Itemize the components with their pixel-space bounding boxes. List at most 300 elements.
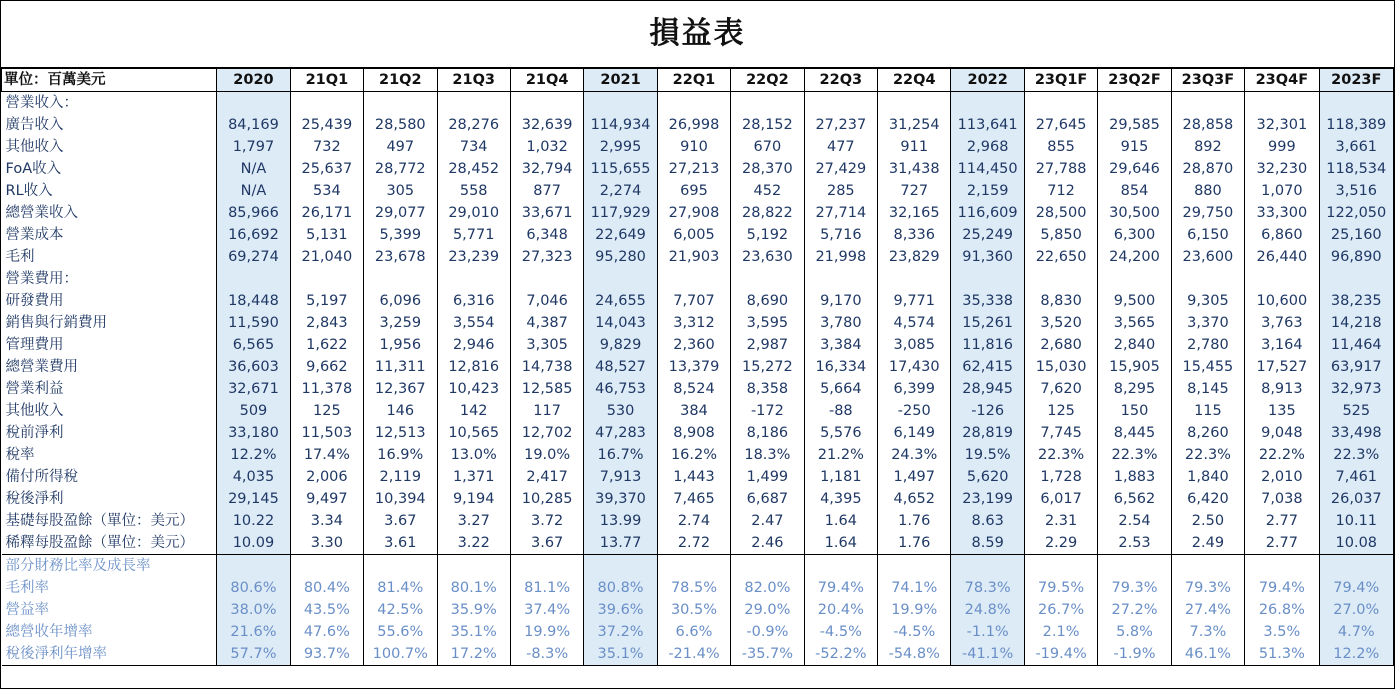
table-cell: 10.22 [217, 510, 290, 532]
table-cell: 11,590 [217, 312, 290, 334]
table-cell [290, 268, 363, 290]
table-cell: 477 [804, 136, 877, 158]
table-cell: 28,152 [731, 114, 804, 136]
table-cell: 6,399 [878, 378, 951, 400]
table-cell: -88 [804, 400, 877, 422]
table-row [2, 334, 1394, 356]
table-cell [1319, 555, 1393, 578]
table-cell: 30,500 [1098, 202, 1171, 224]
table-cell: 727 [878, 180, 951, 202]
table-cell: 3,085 [878, 334, 951, 356]
row-label: 稅後淨利年增率 [2, 643, 217, 666]
table-cell: 6,316 [437, 290, 510, 312]
table-cell: 25,637 [290, 158, 363, 180]
table-cell: 22.3% [1024, 444, 1097, 466]
table-cell: 116,609 [951, 202, 1024, 224]
table-row [2, 378, 1394, 400]
table-cell: 2.29 [1024, 532, 1097, 555]
table-cell [1245, 555, 1319, 578]
column-header: 2022 [951, 69, 1024, 92]
table-cell: 81.4% [364, 577, 437, 599]
table-cell: 18.3% [731, 444, 804, 466]
table-row [2, 114, 1394, 136]
table-cell: 23,630 [731, 246, 804, 268]
table-cell: 9,829 [584, 334, 657, 356]
table-cell: 12,513 [364, 422, 437, 444]
table-cell: 2.77 [1245, 532, 1319, 555]
table-cell: 48,527 [584, 356, 657, 378]
table-cell: 3.5% [1245, 621, 1319, 643]
table-cell: 5,850 [1024, 224, 1097, 246]
table-cell: 7,707 [657, 290, 730, 312]
section-row [2, 92, 1394, 115]
table-cell: 11,311 [364, 356, 437, 378]
table-cell: 23,600 [1171, 246, 1244, 268]
table-cell: -250 [878, 400, 951, 422]
table-cell: 26,037 [1319, 488, 1393, 510]
table-cell [290, 555, 363, 578]
table-cell: 15,272 [731, 356, 804, 378]
table-cell: 14,218 [1319, 312, 1393, 334]
table-cell: 91,360 [951, 246, 1024, 268]
table-cell: 5,131 [290, 224, 363, 246]
table-cell [217, 268, 290, 290]
table-cell: 854 [1098, 180, 1171, 202]
table-cell: 27.0% [1319, 599, 1393, 621]
table-cell: 78.5% [657, 577, 730, 599]
table-cell: 4,574 [878, 312, 951, 334]
table-cell [731, 555, 804, 578]
table-cell [1245, 92, 1319, 115]
table-cell: 1,622 [290, 334, 363, 356]
table-cell: 6,420 [1171, 488, 1244, 510]
table-cell: 4,395 [804, 488, 877, 510]
table-cell: 6,017 [1024, 488, 1097, 510]
table-cell: 5.8% [1098, 621, 1171, 643]
row-label: FoA收入 [2, 158, 217, 180]
table-cell: 7,461 [1319, 466, 1393, 488]
table-cell: 28,858 [1171, 114, 1244, 136]
table-cell: 79.4% [1319, 577, 1393, 599]
table-cell: 5,771 [437, 224, 510, 246]
table-cell: 1,032 [510, 136, 583, 158]
row-label: 管理費用 [2, 334, 217, 356]
table-cell: 79.4% [1245, 577, 1319, 599]
header-row [2, 69, 1394, 92]
row-label: 其他收入 [2, 400, 217, 422]
table-cell: 8,913 [1245, 378, 1319, 400]
table-cell: 8,186 [731, 422, 804, 444]
table-cell: 3,554 [437, 312, 510, 334]
table-cell: 10.11 [1319, 510, 1393, 532]
table-cell: 38,235 [1319, 290, 1393, 312]
table-cell [290, 92, 363, 115]
table-cell: 27,714 [804, 202, 877, 224]
table-cell: 2,360 [657, 334, 730, 356]
table-cell: 113,641 [951, 114, 1024, 136]
table-cell: 29,010 [437, 202, 510, 224]
table-cell: 2.72 [657, 532, 730, 555]
table-cell: 28,580 [364, 114, 437, 136]
table-cell [584, 268, 657, 290]
table-cell [437, 92, 510, 115]
table-cell: 11,816 [951, 334, 1024, 356]
table-cell [1098, 555, 1171, 578]
table-cell: 10,394 [364, 488, 437, 510]
table-cell: 24,655 [584, 290, 657, 312]
table-cell: 39,370 [584, 488, 657, 510]
table-cell: -19.4% [1024, 643, 1097, 666]
table-cell: 117 [510, 400, 583, 422]
row-label: 銷售與行銷費用 [2, 312, 217, 334]
table-cell: 2.74 [657, 510, 730, 532]
table-cell: 19.9% [878, 599, 951, 621]
table-cell: 452 [731, 180, 804, 202]
table-cell: 43.5% [290, 599, 363, 621]
table-cell: 12,585 [510, 378, 583, 400]
table-cell: N/A [217, 180, 290, 202]
table-cell: 2,946 [437, 334, 510, 356]
table-cell: 12.2% [217, 444, 290, 466]
table-cell: 7,046 [510, 290, 583, 312]
table-cell [951, 555, 1024, 578]
table-cell: 125 [1024, 400, 1097, 422]
table-cell: 4.7% [1319, 621, 1393, 643]
table-cell: 2,840 [1098, 334, 1171, 356]
table-cell: 2,006 [290, 466, 363, 488]
table-cell: 8.59 [951, 532, 1024, 555]
table-cell: 285 [804, 180, 877, 202]
section-row [2, 555, 1394, 578]
table-cell: 122,050 [1319, 202, 1393, 224]
table-cell: 117,929 [584, 202, 657, 224]
table-cell: 32,973 [1319, 378, 1393, 400]
table-cell: 46,753 [584, 378, 657, 400]
table-cell: 509 [217, 400, 290, 422]
table-cell: 3,763 [1245, 312, 1319, 334]
table-cell: 27,908 [657, 202, 730, 224]
table-cell: 27.2% [1098, 599, 1171, 621]
table-cell: 80.6% [217, 577, 290, 599]
table-cell: 2.49 [1171, 532, 1244, 555]
row-label: 稅後淨利 [2, 488, 217, 510]
table-cell: 2,010 [1245, 466, 1319, 488]
table-cell: 17.2% [437, 643, 510, 666]
table-cell: 734 [437, 136, 510, 158]
table-cell: 1,070 [1245, 180, 1319, 202]
section-row [2, 268, 1394, 290]
table-cell: -52.2% [804, 643, 877, 666]
table-cell [1024, 555, 1097, 578]
table-cell: 82.0% [731, 577, 804, 599]
table-cell: 79.5% [1024, 577, 1097, 599]
table-cell: 1,497 [878, 466, 951, 488]
table-cell: 32,671 [217, 378, 290, 400]
table-cell: 27,323 [510, 246, 583, 268]
table-cell: 26,171 [290, 202, 363, 224]
table-row [2, 577, 1394, 599]
table-cell: 23,678 [364, 246, 437, 268]
table-cell: 2,780 [1171, 334, 1244, 356]
table-cell: 9,305 [1171, 290, 1244, 312]
table-cell: 32,230 [1245, 158, 1319, 180]
table-row [2, 510, 1394, 532]
table-cell: 35,338 [951, 290, 1024, 312]
table-cell: 55.6% [364, 621, 437, 643]
column-header: 23Q3F [1171, 69, 1244, 92]
table-cell: 29,646 [1098, 158, 1171, 180]
table-cell [657, 555, 730, 578]
table-cell: 6,149 [878, 422, 951, 444]
table-cell: 79.4% [804, 577, 877, 599]
table-cell: 10.08 [1319, 532, 1393, 555]
table-cell: 8.63 [951, 510, 1024, 532]
table-cell [1245, 268, 1319, 290]
row-label: 總營業收入 [2, 202, 217, 224]
table-cell [731, 92, 804, 115]
table-row [2, 532, 1394, 555]
table-cell [510, 555, 583, 578]
table-cell: 5,716 [804, 224, 877, 246]
table-row [2, 224, 1394, 246]
table-cell: -21.4% [657, 643, 730, 666]
row-label: 營業成本 [2, 224, 217, 246]
table-cell: 32,301 [1245, 114, 1319, 136]
table-cell: 118,534 [1319, 158, 1393, 180]
table-cell: 32,639 [510, 114, 583, 136]
table-cell: 3,305 [510, 334, 583, 356]
table-cell: 5,197 [290, 290, 363, 312]
table-cell [1319, 92, 1393, 115]
table-cell: 9,771 [878, 290, 951, 312]
table-cell: 2.47 [731, 510, 804, 532]
table-cell: 37.4% [510, 599, 583, 621]
table-cell [951, 92, 1024, 115]
table-cell [1098, 92, 1171, 115]
table-cell: 3,780 [804, 312, 877, 334]
table-cell [657, 268, 730, 290]
table-cell: 10,423 [437, 378, 510, 400]
table-cell: 17,430 [878, 356, 951, 378]
row-label: RL收入 [2, 180, 217, 202]
table-cell: 8,336 [878, 224, 951, 246]
table-cell: 46.1% [1171, 643, 1244, 666]
table-cell: 525 [1319, 400, 1393, 422]
row-label: 營業費用： [2, 268, 217, 290]
table-cell: 3.61 [364, 532, 437, 555]
table-cell: 84,169 [217, 114, 290, 136]
table-cell: 33,300 [1245, 202, 1319, 224]
row-label: 部分財務比率及成長率 [2, 555, 217, 578]
table-cell [1098, 268, 1171, 290]
table-cell: 11,464 [1319, 334, 1393, 356]
table-cell: 1,499 [731, 466, 804, 488]
table-cell: 3,312 [657, 312, 730, 334]
table-cell: 74.1% [878, 577, 951, 599]
table-cell: 1,956 [364, 334, 437, 356]
table-cell: 79.3% [1098, 577, 1171, 599]
table-cell: 27,213 [657, 158, 730, 180]
table-cell: 9,500 [1098, 290, 1171, 312]
table-row [2, 422, 1394, 444]
table-row [2, 356, 1394, 378]
table-cell: 9,048 [1245, 422, 1319, 444]
table-cell: 16,692 [217, 224, 290, 246]
table-cell: 26.7% [1024, 599, 1097, 621]
table-cell: 3,595 [731, 312, 804, 334]
table-cell: 33,180 [217, 422, 290, 444]
table-cell: -4.5% [878, 621, 951, 643]
table-cell: 85,966 [217, 202, 290, 224]
table-cell: 2.1% [1024, 621, 1097, 643]
table-cell: 25,439 [290, 114, 363, 136]
table-cell: 3,661 [1319, 136, 1393, 158]
table-cell: 125 [290, 400, 363, 422]
table-cell: 57.7% [217, 643, 290, 666]
table-cell: -0.9% [731, 621, 804, 643]
row-label: 其他收入 [2, 136, 217, 158]
table-row [2, 202, 1394, 224]
column-header: 22Q2 [731, 69, 804, 92]
table-cell [804, 92, 877, 115]
table-cell: 27,237 [804, 114, 877, 136]
table-cell: 32,794 [510, 158, 583, 180]
table-cell: 2,417 [510, 466, 583, 488]
table-row [2, 400, 1394, 422]
table-row [2, 643, 1394, 666]
row-label: 稅率 [2, 444, 217, 466]
table-cell: 30.5% [657, 599, 730, 621]
column-header: 2020 [217, 69, 290, 92]
table-cell: 1,797 [217, 136, 290, 158]
table-cell: 16.2% [657, 444, 730, 466]
table-cell [1319, 268, 1393, 290]
table-cell: 8,690 [731, 290, 804, 312]
table-cell: 27,788 [1024, 158, 1097, 180]
table-cell: 26,440 [1245, 246, 1319, 268]
table-cell: 13.99 [584, 510, 657, 532]
table-cell: 880 [1171, 180, 1244, 202]
table-cell: 63,917 [1319, 356, 1393, 378]
table-cell: 7,913 [584, 466, 657, 488]
table-cell: 1,840 [1171, 466, 1244, 488]
table-cell: 24.8% [951, 599, 1024, 621]
table-cell: 35.9% [437, 599, 510, 621]
row-label: 基礎每股盈餘（單位：美元） [2, 510, 217, 532]
table-cell: 22,650 [1024, 246, 1097, 268]
table-cell: 33,671 [510, 202, 583, 224]
table-cell: 855 [1024, 136, 1097, 158]
table-cell: 9,497 [290, 488, 363, 510]
table-cell: 10.09 [217, 532, 290, 555]
table-cell: 7.3% [1171, 621, 1244, 643]
row-label: 研發費用 [2, 290, 217, 312]
table-cell: 3,370 [1171, 312, 1244, 334]
table-cell: 7,465 [657, 488, 730, 510]
table-cell: 15,030 [1024, 356, 1097, 378]
table-cell: 877 [510, 180, 583, 202]
table-cell: 79.3% [1171, 577, 1244, 599]
table-cell: -1.9% [1098, 643, 1171, 666]
table-cell: 8,830 [1024, 290, 1097, 312]
column-header: 21Q1 [290, 69, 363, 92]
table-cell: 670 [731, 136, 804, 158]
table-cell: 3.30 [290, 532, 363, 555]
table-cell [951, 268, 1024, 290]
table-cell: 29.0% [731, 599, 804, 621]
table-cell: -54.8% [878, 643, 951, 666]
column-header: 21Q3 [437, 69, 510, 92]
table-cell: 21,998 [804, 246, 877, 268]
table-cell: 35.1% [437, 621, 510, 643]
table-cell: 9,194 [437, 488, 510, 510]
table-row [2, 444, 1394, 466]
table-cell: 12.2% [1319, 643, 1393, 666]
table-cell: 3,520 [1024, 312, 1097, 334]
table-cell: 2,159 [951, 180, 1024, 202]
table-cell: 28,452 [437, 158, 510, 180]
table-cell: 28,772 [364, 158, 437, 180]
table-cell: 135 [1245, 400, 1319, 422]
table-cell: 95,280 [584, 246, 657, 268]
table-cell: 28,819 [951, 422, 1024, 444]
table-cell: 8,524 [657, 378, 730, 400]
row-label: 營業收入： [2, 92, 217, 115]
table-cell: 19.5% [951, 444, 1024, 466]
table-cell: 8,295 [1098, 378, 1171, 400]
table-cell: 2,968 [951, 136, 1024, 158]
table-cell: 732 [290, 136, 363, 158]
row-label: 稅前淨利 [2, 422, 217, 444]
table-cell: 24.3% [878, 444, 951, 466]
table-cell: 22,649 [584, 224, 657, 246]
table-cell: 37.2% [584, 621, 657, 643]
table-cell: 93.7% [290, 643, 363, 666]
table-cell: 33,498 [1319, 422, 1393, 444]
table-cell: 1.64 [804, 532, 877, 555]
table-cell [364, 268, 437, 290]
table-cell: 10,565 [437, 422, 510, 444]
table-cell: 80.1% [437, 577, 510, 599]
table-cell: -41.1% [951, 643, 1024, 666]
table-cell: -35.7% [731, 643, 804, 666]
table-cell: 534 [290, 180, 363, 202]
table-cell: 17.4% [290, 444, 363, 466]
table-cell: 62,415 [951, 356, 1024, 378]
column-header: 21Q2 [364, 69, 437, 92]
table-cell: 28,822 [731, 202, 804, 224]
table-cell: 18,448 [217, 290, 290, 312]
table-cell [731, 268, 804, 290]
table-cell: 13.0% [437, 444, 510, 466]
table-cell: 2,843 [290, 312, 363, 334]
table-cell [657, 92, 730, 115]
table-cell [878, 555, 951, 578]
table-cell: 6.6% [657, 621, 730, 643]
column-header: 22Q1 [657, 69, 730, 92]
table-cell: 8,145 [1171, 378, 1244, 400]
table-cell: 21.2% [804, 444, 877, 466]
table-row [2, 488, 1394, 510]
table-cell: 6,562 [1098, 488, 1171, 510]
table-cell: 1.64 [804, 510, 877, 532]
table-cell: 5,664 [804, 378, 877, 400]
table-cell: 12,816 [437, 356, 510, 378]
table-cell: 3,164 [1245, 334, 1319, 356]
table-cell: 118,389 [1319, 114, 1393, 136]
table-cell: 29,077 [364, 202, 437, 224]
column-header: 21Q4 [510, 69, 583, 92]
